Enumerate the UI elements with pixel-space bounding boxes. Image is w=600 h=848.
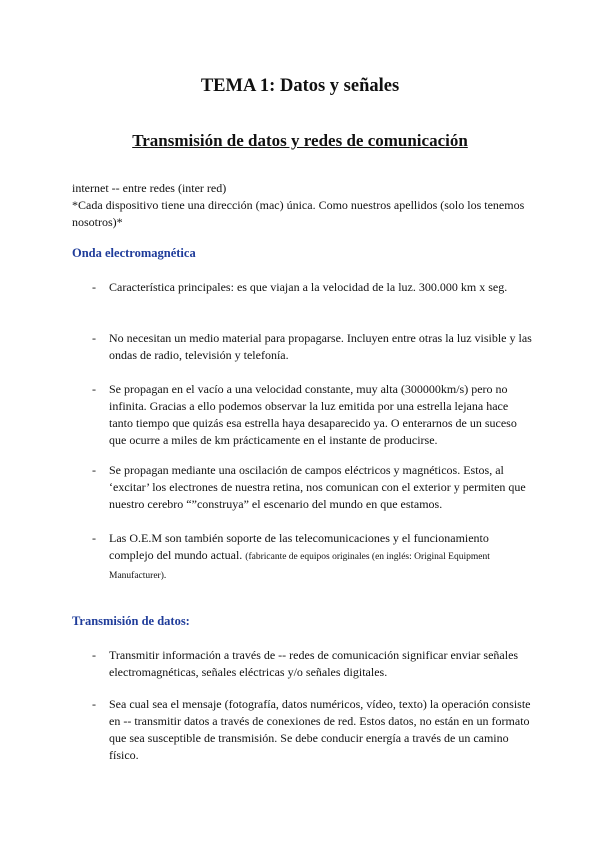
- list-item: [92, 530, 532, 585]
- page-subtitle: Transmisión de datos y redes de comunicación: [132, 131, 468, 150]
- list-item: [92, 696, 532, 764]
- bullet-dash: -: [92, 648, 96, 662]
- list-item-text: [109, 530, 532, 585]
- page-title: TEMA 1: Datos y señales: [200, 76, 400, 96]
- bullet-dash: -: [92, 463, 96, 477]
- bullet-dash: -: [92, 331, 96, 345]
- intro-line: *Cada dispositivo tiene una dirección (mac) única. Como nuestros apellidos (solo los tenemos nosotros)*: [72, 198, 525, 229]
- intro-line: internet -- entre redes (inter red): [72, 181, 227, 195]
- bullet-dash: -: [92, 697, 96, 711]
- list-item-text: Se propagan mediante una oscilación de campos eléctricos y magnéticos. Estos, al ‘excitar’ los electrones de nuestra retina, nos comunican con el exterior y permiten que nuestro cerebro “”construya” el escenario del mundo en que estamos.: [109, 463, 526, 511]
- list-item: [92, 647, 532, 681]
- section-heading-transmision: Transmisión de datos:: [72, 614, 190, 628]
- oem-note: (fabricante de equipos originales (en inglés: Original Equipment Manufacturer).: [109, 552, 490, 581]
- intro-block: [72, 180, 532, 231]
- list-item-text: No necesitan un medio material para propagarse. Incluyen entre otras la luz visible y las ondas de radio, televisión y telefonía.: [109, 331, 532, 362]
- section-heading-onda: Onda electromagnética: [72, 246, 196, 260]
- bullet-dash: -: [92, 382, 96, 396]
- list-item: [92, 330, 532, 364]
- list-item-text: Sea cual sea el mensaje (fotografía, datos numéricos, vídeo, texto) la operación consiste en -- transmitir datos a través de conexiones de red. Estos datos, no están en un formato que sea susceptible de transmisión. Se debe conducir energía a través de un camino físico.: [109, 697, 531, 762]
- list-item-main-text: Las O.E.M son también soporte de las telecomunicaciones y el funcionamiento complejo del mundo actual.: [109, 531, 489, 562]
- list-item: [92, 381, 532, 449]
- bullet-dash: -: [92, 280, 96, 294]
- list-item-text: Transmitir información a través de -- redes de comunicación significar enviar señales electromagnéticas, señales eléctricas y/o señales digitales.: [109, 648, 519, 679]
- list-item-text: Característica principales: es que viajan a la velocidad de la luz. 300.000 km x seg.: [109, 280, 508, 294]
- list-item: [92, 462, 532, 513]
- bullet-dash: -: [92, 531, 96, 545]
- list-item: [92, 279, 532, 296]
- list-item-text: Se propagan en el vacío a una velocidad constante, muy alta (300000km/s) pero no infinita. Gracias a ello podemos observar la luz emitida por una estrella lejana hace tanto tiempo que quizás esa estrella haya desaparecido ya. O enterarnos de un suceso que ocurre a miles de km prácticamente en el instante de producirse.: [109, 382, 517, 447]
